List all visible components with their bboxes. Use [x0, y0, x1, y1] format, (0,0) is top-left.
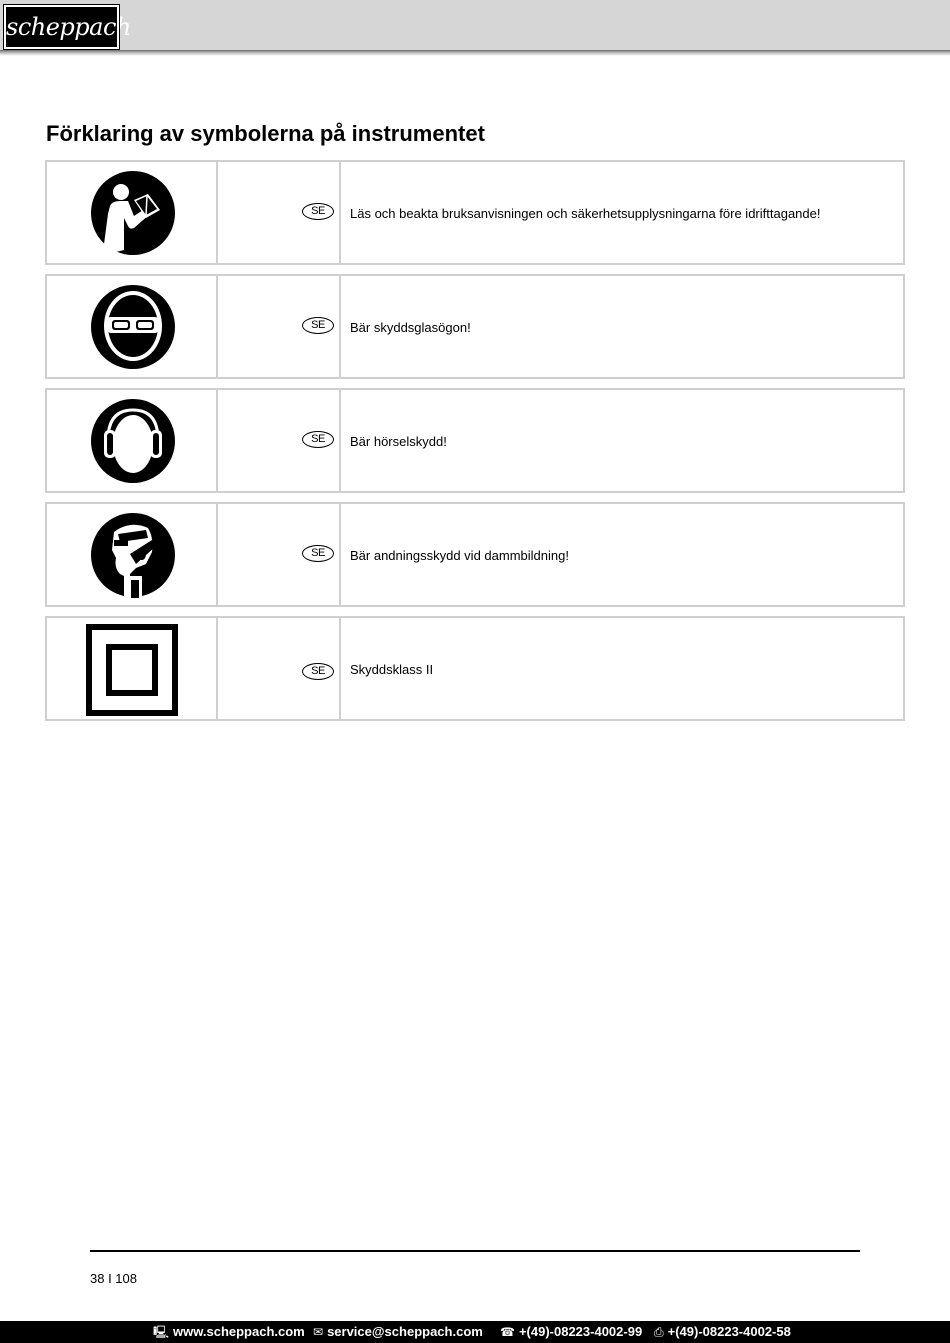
- symbol-description: Bär hörselskydd!: [350, 434, 447, 449]
- language-cell: [218, 618, 341, 719]
- header-bar: [0, 0, 950, 50]
- header-shadow: [0, 50, 950, 56]
- email-contact[interactable]: [313, 1321, 483, 1343]
- symbol-description: Bär skyddsglasögon!: [350, 320, 471, 335]
- language-badge: SE: [302, 545, 334, 562]
- telephone-icon: ☎: [500, 1325, 515, 1339]
- language-badge: SE: [302, 431, 334, 448]
- symbol-cell: [47, 504, 218, 605]
- page-number: 38 I 108: [90, 1271, 137, 1286]
- symbol-cell: [47, 390, 218, 491]
- symbol-row: [45, 274, 905, 379]
- website-contact[interactable]: [153, 1321, 305, 1343]
- language-cell: [218, 504, 341, 605]
- fax-icon: ⎙: [654, 1325, 664, 1339]
- email-link[interactable]: service@scheppach.com: [327, 1324, 483, 1339]
- ear-protection-icon: [90, 398, 176, 484]
- phone-contact: [500, 1321, 642, 1343]
- language-cell: [218, 162, 341, 263]
- contact-bar: [0, 1321, 950, 1343]
- website-link[interactable]: www.scheppach.com: [173, 1324, 305, 1339]
- language-badge: SE: [302, 663, 334, 680]
- symbol-row: [45, 502, 905, 607]
- phone-number: +(49)-08223-4002-99: [518, 1324, 643, 1339]
- language-cell: [218, 390, 341, 491]
- symbol-description: Skyddsklass II: [350, 662, 434, 677]
- dust-mask-icon: [90, 512, 176, 598]
- description-cell: [341, 504, 903, 605]
- symbol-cell: [47, 618, 218, 719]
- language-badge: SE: [302, 317, 334, 334]
- symbol-description: Läs och beakta bruksanvisningen och säkerhetsupplysningarna före idrifttagande!: [350, 206, 821, 221]
- envelope-icon: ✉: [313, 1325, 324, 1339]
- symbol-row: [45, 388, 905, 493]
- description-cell: [341, 390, 903, 491]
- symbol-row: [45, 160, 905, 265]
- symbol-cell: [47, 276, 218, 377]
- language-badge: SE: [302, 203, 334, 220]
- protection-class-ii-icon: [86, 624, 178, 716]
- symbol-row: [45, 616, 905, 721]
- fax-contact: [654, 1321, 791, 1343]
- description-cell: [341, 162, 903, 263]
- scheppach-logo: scheppach: [4, 5, 119, 49]
- footer-divider: [90, 1250, 860, 1252]
- description-cell: [341, 618, 903, 719]
- symbol-cell: [47, 162, 218, 263]
- page-title: Förklaring av symbolerna på instrumentet: [46, 121, 485, 146]
- symbol-description: Bär andningsskydd vid dammbildning!: [350, 548, 569, 563]
- read-manual-icon: [90, 170, 176, 256]
- description-cell: [341, 276, 903, 377]
- safety-goggles-icon: [90, 284, 176, 370]
- fax-number: +(49)-08223-4002-58: [667, 1324, 791, 1339]
- language-cell: [218, 276, 341, 377]
- computer-icon: 🖳: [153, 1325, 170, 1339]
